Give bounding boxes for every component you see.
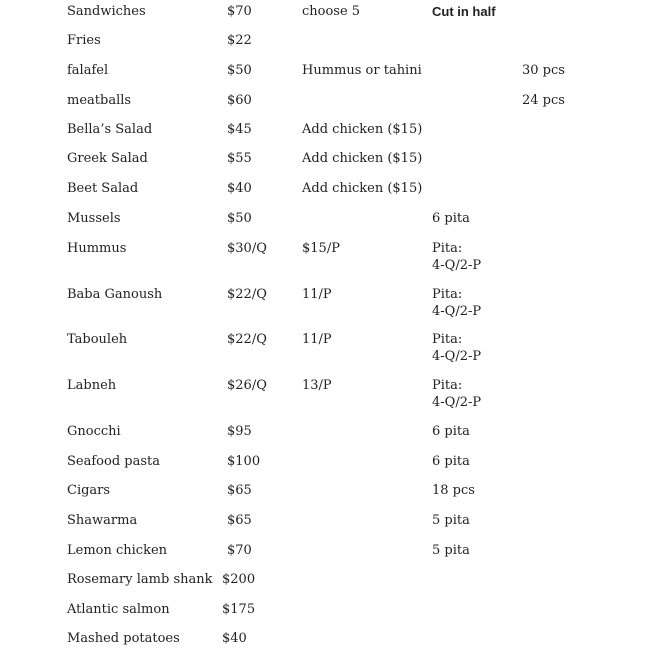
- item-option: Add chicken ($15): [302, 122, 423, 137]
- item-price: $22/Q: [227, 332, 267, 347]
- item-note: 6 pita: [432, 454, 470, 469]
- item-name: Greek Salad: [67, 151, 148, 166]
- item-name: meatballs: [67, 93, 132, 108]
- item-name: Shawarma: [67, 513, 138, 528]
- item-price: $100: [227, 454, 261, 469]
- item-price: $55: [227, 151, 252, 166]
- item-price: $200: [222, 572, 256, 587]
- item-option: 11/P: [302, 287, 332, 302]
- item-price: $60: [227, 93, 252, 108]
- item-price: $70: [227, 543, 252, 558]
- item-option: Add chicken ($15): [302, 151, 423, 166]
- item-name: Mashed potatoes: [67, 631, 180, 646]
- item-name: Bella’s Salad: [67, 122, 153, 137]
- item-name: Gnocchi: [67, 424, 121, 439]
- item-price: $175: [222, 602, 256, 617]
- menu-row: [0, 377, 653, 417]
- item-name: Fries: [67, 33, 101, 48]
- item-note: Cut in half: [432, 4, 496, 19]
- item-price: $70: [227, 4, 252, 19]
- item-option: 13/P: [302, 378, 332, 393]
- item-note: 18 pcs: [432, 483, 475, 498]
- item-price: $40: [227, 181, 252, 196]
- item-price: $65: [227, 483, 252, 498]
- item-option: $15/P: [302, 241, 340, 256]
- item-price: $65: [227, 513, 252, 528]
- menu-row: [0, 240, 653, 280]
- item-name: Beet Salad: [67, 181, 139, 196]
- item-price: $26/Q: [227, 378, 267, 393]
- item-note: Pita: 4-Q/2-P: [432, 378, 482, 410]
- item-price: $50: [227, 211, 252, 226]
- item-name: Cigars: [67, 483, 111, 498]
- item-name: Baba Ganoush: [67, 287, 163, 302]
- item-option: Hummus or tahini: [302, 63, 422, 78]
- item-name: Atlantic salmon: [67, 602, 170, 617]
- item-price: $30/Q: [227, 241, 267, 256]
- item-quantity: 30 pcs: [522, 63, 565, 78]
- item-name: Hummus: [67, 241, 127, 256]
- item-option: 11/P: [302, 332, 332, 347]
- item-note: 5 pita: [432, 513, 470, 528]
- item-note: 6 pita: [432, 211, 470, 226]
- item-name: Labneh: [67, 378, 117, 393]
- item-name: Seafood pasta: [67, 454, 160, 469]
- item-note: 5 pita: [432, 543, 470, 558]
- menu-row: [0, 331, 653, 371]
- item-price: $45: [227, 122, 252, 137]
- item-name: falafel: [67, 63, 109, 78]
- item-note: Pita: 4-Q/2-P: [432, 287, 482, 319]
- item-option: choose 5: [302, 4, 361, 19]
- item-price: $40: [222, 631, 247, 646]
- item-name: Tabouleh: [67, 332, 128, 347]
- menu-row: [0, 286, 653, 326]
- item-price: $22: [227, 33, 252, 48]
- item-note: Pita: 4-Q/2-P: [432, 332, 482, 364]
- item-name: Mussels: [67, 211, 121, 226]
- item-note: 6 pita: [432, 424, 470, 439]
- item-price: $95: [227, 424, 252, 439]
- item-quantity: 24 pcs: [522, 93, 565, 108]
- item-name: Lemon chicken: [67, 543, 168, 558]
- menu-row: [0, 630, 653, 670]
- item-price: $22/Q: [227, 287, 267, 302]
- item-option: Add chicken ($15): [302, 181, 423, 196]
- item-note: Pita: 4-Q/2-P: [432, 241, 482, 273]
- item-name: Rosemary lamb shank: [67, 572, 213, 587]
- item-name: Sandwiches: [67, 4, 146, 19]
- item-price: $50: [227, 63, 252, 78]
